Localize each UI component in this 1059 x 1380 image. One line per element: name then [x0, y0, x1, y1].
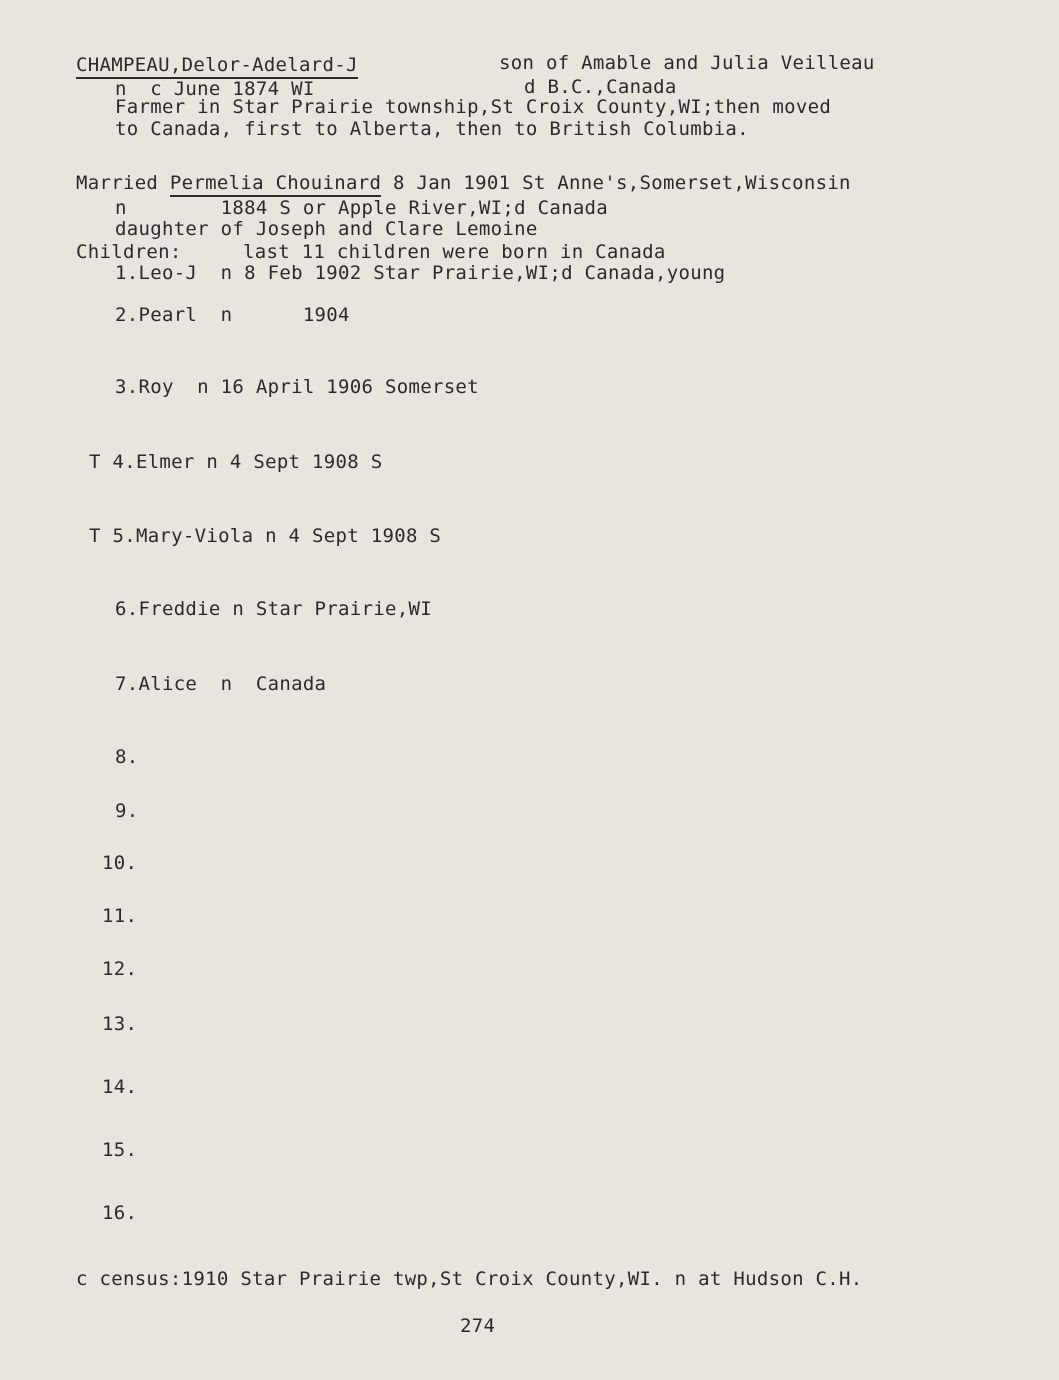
child-7: 7.Alice n Canada — [115, 673, 327, 695]
child-10: 10. — [102, 852, 138, 874]
spouse-birth-line: n 1884 S or Apple River,WI;d Canada — [115, 197, 609, 219]
child-9: 9. — [115, 800, 139, 822]
page-number: 274 — [460, 1315, 496, 1337]
children-note: last 11 children were born in Canada — [243, 241, 666, 263]
bio-line-2: to Canada, first to Alberta, then to British Columbia. — [115, 118, 749, 140]
person-name: CHAMPEAU,Delor-Adelard-J — [76, 54, 358, 76]
child-11: 11. — [102, 905, 138, 927]
child-5: T 5.Mary-Viola n 4 Sept 1908 S — [89, 525, 442, 547]
spouse-name: Permelia Chouinard — [170, 172, 381, 197]
child-13: 13. — [102, 1013, 138, 1035]
child-2: 2.Pearl n 1904 — [115, 304, 350, 326]
child-6: 6.Freddie n Star Prairie,WI — [115, 598, 432, 620]
death-line: d B.C.,Canada — [524, 76, 677, 98]
birth-line: n c June 1874 WI — [115, 78, 315, 100]
marriage-details: 8 Jan 1901 St Anne's,Somerset,Wisconsin — [381, 172, 851, 194]
child-3: 3.Roy n 16 April 1906 Somerset — [115, 376, 479, 398]
children-label: Children: — [76, 241, 182, 263]
marriage-line — [76, 172, 851, 194]
spouse-parents-line: daughter of Joseph and Clare Lemoine — [115, 218, 538, 240]
child-8: 8. — [115, 746, 139, 768]
bio-line-1: Farmer in Star Prairie township,St Croix County,WI;then moved — [115, 96, 832, 118]
parents-line: son of Amable and Julia Veilleau — [499, 52, 875, 74]
child-1: 1.Leo-J n 8 Feb 1902 Star Prairie,WI;d Canada,young — [115, 262, 726, 284]
child-12: 12. — [102, 958, 138, 980]
child-14: 14. — [102, 1076, 138, 1098]
census-note: c census:1910 Star Prairie twp,St Croix County,WI. n at Hudson C.H. — [76, 1268, 863, 1290]
child-4: T 4.Elmer n 4 Sept 1908 S — [89, 451, 383, 473]
marriage-prefix: Married — [76, 172, 170, 194]
child-15: 15. — [102, 1139, 138, 1161]
child-16: 16. — [102, 1202, 138, 1224]
